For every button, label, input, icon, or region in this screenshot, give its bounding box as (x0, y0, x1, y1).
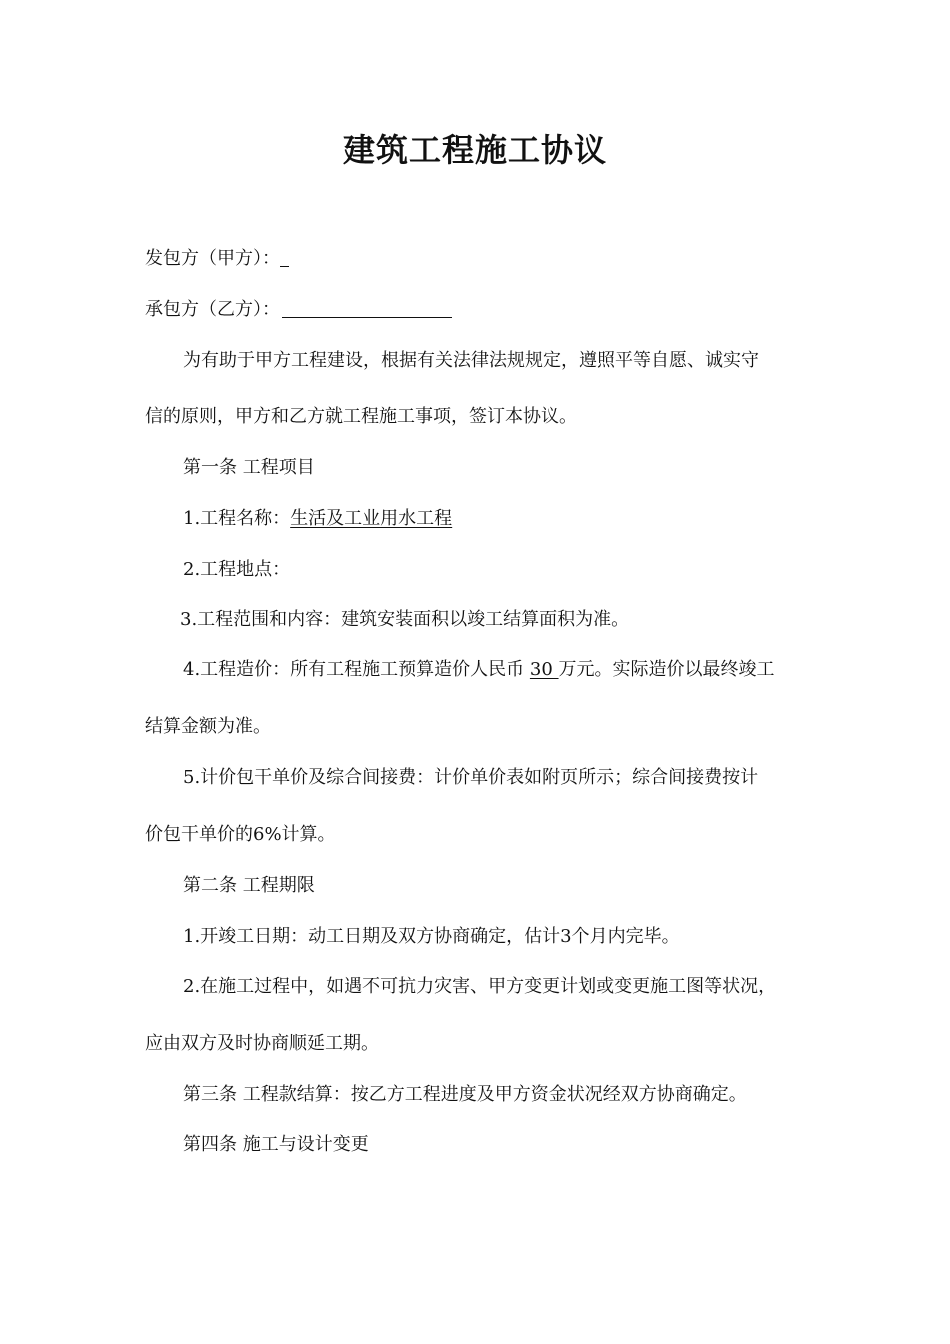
article-1-item-5-line-2: 价包干单价的6%计算。 (145, 824, 336, 845)
article-4-heading: 第四条 施工与设计变更 (183, 1134, 369, 1155)
article-1-heading: 第一条 工程项目 (183, 457, 315, 478)
article-2-heading: 第二条 工程期限 (183, 875, 315, 896)
intro-line-2: 信的原则，甲方和乙方就工程施工事项，签订本协议。 (145, 406, 577, 427)
project-name-value: 生活及工业用水工程 (290, 508, 453, 529)
article-1-item-4 (183, 657, 775, 683)
party-b-label: 承包方（乙方）： (145, 299, 280, 320)
article-2-item-2-line-2: 应由双方及时协商顺延工期。 (145, 1033, 379, 1054)
article-1-item-3: 3.工程范围和内容：建筑安装面积以竣工结算面积为准。 (180, 609, 630, 630)
cost-amount: 30 (529, 659, 559, 680)
cost-prefix: 4.工程造价：所有工程施工预算造价人民币 (183, 659, 530, 680)
article-1-item-2: 2.工程地点： (183, 559, 291, 580)
party-b-blank (282, 299, 452, 318)
document-title: 建筑工程施工协议 (342, 131, 607, 169)
party-b-line (145, 297, 452, 323)
article-3: 第三条 工程款结算：按乙方工程进度及甲方资金状况经双方协商确定。 (183, 1084, 747, 1105)
intro-line-1: 为有助于甲方工程建设，根据有关法律法规规定，遵照平等自愿、诚实守 (183, 350, 759, 371)
party-a-blank (280, 248, 289, 267)
party-a-label: 发包方（甲方）： (145, 248, 280, 269)
article-1-item-1 (183, 506, 452, 532)
article-2-item-1: 1.开竣工日期：动工日期及双方协商确定，估计3个月内完毕。 (183, 926, 680, 947)
article-1-item-4-cont: 结算金额为准。 (145, 716, 271, 737)
cost-suffix: 万元。实际造价以最终竣工 (558, 659, 775, 680)
project-name-label: 1.工程名称： (183, 508, 291, 529)
article-2-item-2-line-1: 2.在施工过程中，如遇不可抗力灾害、甲方变更计划或变更施工图等状况， (183, 976, 777, 997)
party-a-line (145, 246, 289, 272)
article-1-item-5-line-1: 5.计价包干单价及综合间接费：计价单价表如附页所示；综合间接费按计 (183, 767, 759, 788)
